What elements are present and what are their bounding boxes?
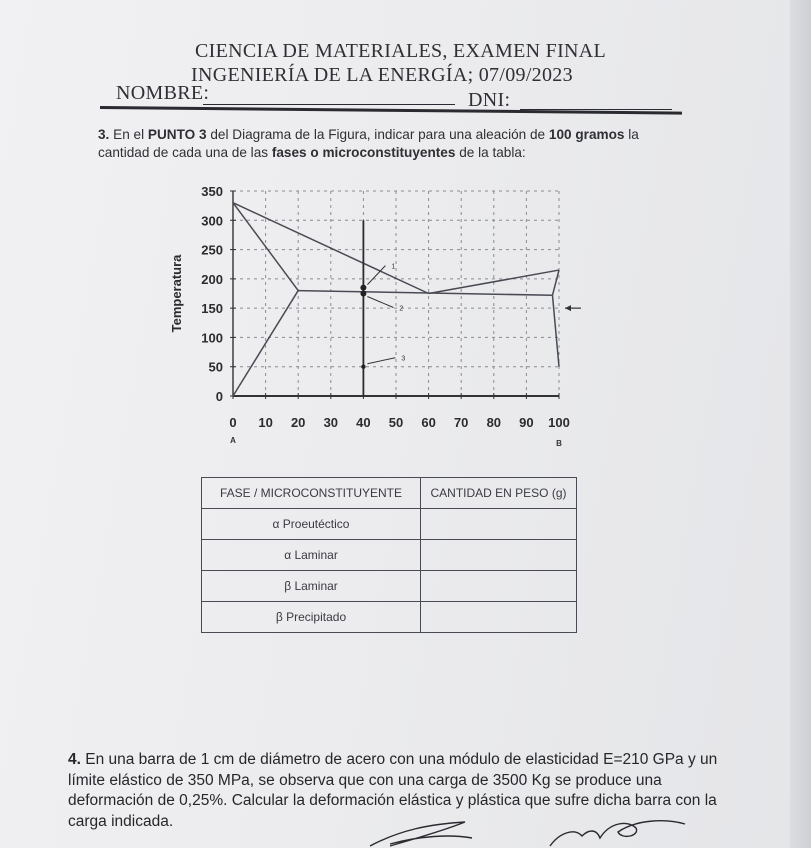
table-cell-cantidad[interactable]	[421, 509, 577, 540]
component-a-label: A	[230, 436, 236, 445]
exam-title: CIENCIA DE MATERIALES, EXAMEN FINAL	[195, 40, 607, 62]
y-tick-label: 250	[201, 242, 223, 258]
y-tick-label: 0	[215, 389, 223, 404]
header-divider	[100, 106, 682, 115]
exam-subtitle: INGENIERÍA DE LA ENERGÍA; 07/09/2023	[191, 64, 573, 86]
point-2-arrow	[367, 297, 393, 308]
table-header-cantidad: CANTIDAD EN PESO (g)	[421, 478, 577, 509]
solvus-right	[552, 295, 559, 366]
x-tick-label: 80	[486, 415, 502, 430]
question-3	[98, 126, 688, 162]
table-row	[202, 602, 577, 633]
q3-text-d: de la tabla:	[459, 145, 526, 160]
x-tick-label: 30	[323, 415, 339, 430]
q3-number: 3.	[98, 127, 110, 142]
page-edge	[790, 0, 811, 848]
solidus-right	[552, 270, 559, 295]
y-tick-label: 100	[201, 330, 223, 346]
y-tick-label: 350	[201, 184, 223, 199]
table-header-row	[202, 478, 577, 509]
table-row	[202, 571, 577, 602]
point-3-label: 3	[401, 355, 406, 363]
q3-amount: 100 gramos	[548, 127, 625, 142]
table-cell-fase: α Laminar	[202, 540, 421, 571]
table-cell-cantidad[interactable]	[421, 540, 577, 571]
q3-text-b: del Diagrama de la Figura, indicar para una aleación de	[210, 127, 546, 142]
x-tick-label: 0	[229, 415, 237, 430]
q3-text-a: En el	[113, 127, 145, 142]
point-1-label: 1	[391, 263, 396, 271]
x-tick-label: 100	[548, 415, 570, 430]
dni-label: DNI:	[468, 89, 511, 111]
table-cell-fase: β Precipitado	[202, 602, 421, 633]
x-tick-label: 20	[290, 415, 306, 430]
table-cell-fase: β Laminar	[202, 571, 421, 602]
x-tick-label: 10	[258, 415, 273, 430]
x-tick-label: 70	[453, 415, 469, 430]
point-3-arrow	[367, 358, 395, 364]
point-1	[360, 285, 366, 291]
nombre-blank[interactable]	[203, 104, 455, 105]
point-3	[361, 365, 365, 369]
y-tick-label: 150	[201, 301, 223, 317]
q3-text-c: la cantidad de cada una de las	[98, 127, 639, 160]
y-tick-label: 200	[201, 271, 223, 287]
liquidus-left	[233, 203, 429, 294]
x-tick-label: 90	[519, 415, 534, 430]
y-axis-label: Temperatura	[169, 254, 184, 333]
side-arrowhead	[565, 305, 571, 311]
table-cell-cantidad[interactable]	[421, 571, 577, 602]
component-b-label: B	[556, 439, 562, 448]
q3-fases: fases o microconstituyentes	[271, 145, 456, 160]
point-2-label: 2	[399, 305, 404, 313]
handwritten-signature	[360, 810, 690, 848]
table-cell-fase: α Proeutéctico	[202, 509, 421, 540]
table-row	[202, 540, 577, 571]
table-row	[202, 509, 577, 540]
phase-diagram	[160, 178, 600, 458]
q4-number: 4.	[68, 751, 81, 768]
table-header-fase: FASE / MICROCONSTITUYENTE	[202, 478, 421, 509]
q4-text: En una barra de 1 cm de diámetro de acero con una módulo de elasticidad E=210 GPa y un límite elástico de 350 MPa, se observa que con una carga de 3500 Kg se produce una deformación de 0,25%. Calcular la deformación elástica y plástica que sufre dicha barra con la carga indicada.	[68, 751, 718, 830]
point-2	[360, 291, 366, 297]
table-cell-cantidad[interactable]	[421, 602, 577, 633]
y-tick-label: 50	[208, 359, 223, 375]
nombre-label: NOMBRE:	[116, 82, 210, 104]
phase-table	[201, 477, 577, 633]
x-tick-label: 60	[421, 415, 436, 430]
x-tick-label: 40	[356, 415, 371, 430]
x-tick-label: 50	[388, 415, 404, 430]
y-tick-label: 300	[201, 213, 223, 229]
q3-punto: PUNTO 3	[147, 127, 207, 142]
